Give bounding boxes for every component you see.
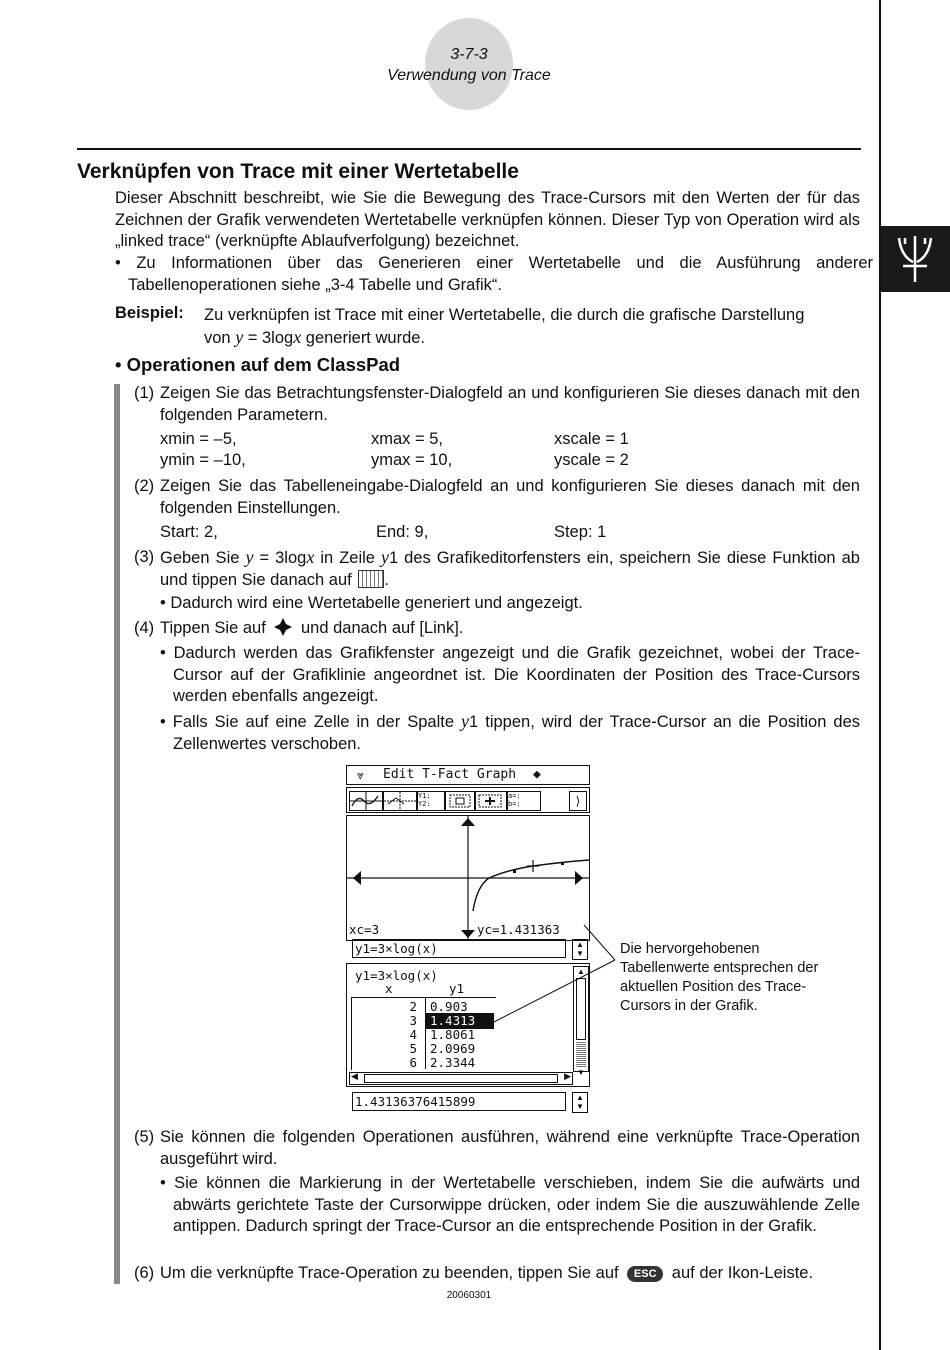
scroll-right-icon (575, 871, 583, 885)
annotation-text: Die hervorgehobenen Tabellenwerte entsprechen der aktuellen Position des Trace-Cursors in der Grafik. (620, 941, 819, 1014)
step-4: (4) Tippen Sie auf und danach auf [Link]. (134, 619, 464, 637)
param-step: Step: 1 (554, 523, 607, 541)
param-ymax: ymax = 10, (371, 451, 453, 469)
table-view-icon[interactable]: a=: b=: (507, 791, 541, 811)
section-rule (77, 148, 861, 150)
cell-y1[interactable]: 1.8061 (430, 1027, 476, 1042)
step-2: (2) Zeigen Sie das Tabelleneingabe-Dialogfeld an und konfigurieren Sie dieses danach mit den folgenden Einstellungen. (134, 477, 860, 517)
section-title: Verknüpfen von Trace mit einer Wertetabelle (77, 160, 519, 183)
value-spin-icon[interactable]: ▲ ▼ (572, 1092, 588, 1113)
cell-x[interactable]: 5 (409, 1041, 417, 1056)
menu-items[interactable]: Edit T-Fact Graph (383, 767, 517, 782)
zoom-box-icon[interactable] (445, 791, 475, 811)
table-icon (358, 570, 384, 588)
cell-y1[interactable]: 2.0969 (430, 1041, 476, 1056)
menu-diamond-icon[interactable]: ◆ (533, 767, 541, 782)
beispiel-text (204, 304, 860, 349)
param-xscale: xscale = 1 (554, 430, 629, 448)
header-circle (425, 18, 513, 110)
scroll-down-icon (461, 930, 475, 938)
esc-icon: ESC (627, 1266, 663, 1282)
table-row[interactable] (355, 1056, 495, 1070)
chapter-title: Verwendung von Trace (387, 67, 551, 84)
menu-bar (346, 765, 590, 785)
cell-y1[interactable]: 1.4313 (427, 1014, 493, 1028)
page-number: 3-7-3 (450, 46, 488, 63)
margin-line (879, 0, 881, 1350)
scroll-left-icon[interactable]: ◀ (351, 1071, 358, 1081)
beispiel-line-2: von y = 3logx generiert wurde. (204, 327, 426, 347)
horizontal-scrollbar[interactable] (349, 1072, 573, 1085)
cell-x[interactable]: 3 (409, 1013, 417, 1028)
toolbar-scroll-icon[interactable]: ⟩ (569, 791, 587, 811)
step-6: (6) Um die verknüpfte Trace-Operation zu beenden, tippen Sie auf ESC auf der Ikon-Leiste. (134, 1264, 814, 1282)
menu-diamond-icon (274, 618, 292, 636)
step-4-bullet-2: • Falls Sie auf eine Zelle in der Spalte y1 tippen, wird der Trace-Cursor an die Position des Zellenwertes verschoben. (160, 711, 860, 753)
step-3-bullet: • Dadurch wird eine Wertetabelle generiert und angezeigt. (160, 594, 583, 612)
toolbar (346, 787, 590, 813)
cell-y1[interactable]: 2.3344 (430, 1055, 476, 1070)
zoom-in-icon[interactable] (475, 791, 507, 811)
footer-date: 20060301 (446, 1290, 492, 1301)
beispiel-label: Beispiel: (115, 304, 184, 322)
table-row[interactable] (355, 1014, 495, 1028)
table-row[interactable] (355, 1000, 495, 1014)
intro-paragraph: Dieser Abschnitt beschreibt, wie Sie die Bewegung des Trace-Cursors mit den Werten der für das Zeichnen der Grafik verwendeten Wertetabelle verknüpfen können. Dieser Typ von Operation wird als „linked trace“ (verknüpfte Ablaufverfolgung) bezeichnet. (115, 189, 860, 250)
step-1: (1) Zeigen Sie das Betrachtungsfenster-Dialogfeld an und konfigurieren Sie dieses danach mit den folgenden Parametern. (134, 384, 860, 424)
param-xmin: xmin = –5, (160, 430, 237, 448)
table-rows (355, 1000, 495, 1070)
graph-icon[interactable] (349, 791, 383, 811)
scroll-down-icon[interactable]: ▼ (577, 1068, 585, 1077)
function-field[interactable]: y1=3×log(x) (352, 939, 566, 958)
value-field[interactable]: 1.43136376415899 (352, 1092, 566, 1111)
cell-x[interactable]: 6 (409, 1055, 417, 1070)
editor-icon[interactable]: Y1: Y2: (417, 791, 445, 811)
cell-y1[interactable]: 0.903 (430, 999, 468, 1014)
beispiel-line-1: Zu verknüpfen ist Trace mit einer Wertetabelle, die durch die grafische Darstellung (204, 306, 805, 324)
param-xmax: xmax = 5, (371, 430, 443, 448)
scroll-right-icon[interactable]: ▶ (564, 1071, 571, 1081)
menu-chevron-icon[interactable]: ⩔ (357, 768, 364, 782)
step-5: (5) Sie können die folgenden Operationen ausführen, während eine verknüpfte Trace-Operation ausgeführt wird. (134, 1128, 860, 1168)
scroll-left-icon (353, 871, 361, 885)
graph-table-icon (895, 232, 935, 286)
param-yscale: yscale = 2 (554, 451, 629, 469)
param-ymin: ymin = –10, (160, 451, 246, 469)
col-header-x: x (385, 981, 393, 996)
steps-bar (114, 384, 120, 1284)
col-header-y1: y1 (449, 981, 465, 996)
cell-x[interactable]: 2 (409, 999, 417, 1014)
step-4-bullet-1: • Dadurch werden das Grafikfenster angezeigt und die Grafik gezeichnet, wobei der Trace-Cursor auf der Grafiklinie angeordnet ist. Die Koordinaten der Position des Trace-Cursors werden ebenfalls angezeigt. (160, 644, 860, 705)
h-scroll-thumb[interactable] (364, 1074, 558, 1083)
note-bullet: • Zu Informationen über das Generieren einer Wertetabelle und die Ausführung anderer Tabellenoperationen siehe „3-4 Tabelle und Grafik“. (115, 254, 873, 294)
sketch-icon[interactable] (383, 791, 417, 811)
trace-cursor (527, 860, 539, 872)
callout-lines (490, 920, 620, 1030)
trace-xc: xc=3 (349, 922, 380, 937)
param-end: End: 9, (376, 523, 429, 541)
step-5-bullet: • Sie können die Markierung in der Wertetabelle verschieben, indem Sie die aufwärts und abwärts gerichtete Taste der Cursorwippe drücken, oder indem Sie die auszuwählende Zelle antippen. Dadurch springt der Trace-Cursor an die entsprechende Position in der Grafik. (160, 1174, 860, 1235)
ops-heading: • Operationen auf dem ClassPad (115, 354, 401, 375)
function-spin-icon[interactable]: ▲ ▼ (572, 939, 588, 960)
table-row[interactable] (355, 1028, 495, 1042)
step-3: (3) Geben Sie y = 3logx in Zeile y1 des Grafikeditorfensters ein, speichern Sie diese Funktion ab und tippen Sie danach auf . (134, 547, 860, 589)
table-title: y1=3×log(x) (355, 968, 438, 983)
scroll-up-icon (461, 818, 475, 826)
table-row[interactable] (355, 1042, 495, 1056)
chapter-tab (881, 226, 950, 292)
trace-yc: yc=1.431363 (477, 922, 560, 937)
cell-x[interactable]: 4 (409, 1027, 417, 1042)
param-start: Start: 2, (160, 523, 218, 541)
scroll-up-icon[interactable]: ▲ (577, 967, 585, 976)
